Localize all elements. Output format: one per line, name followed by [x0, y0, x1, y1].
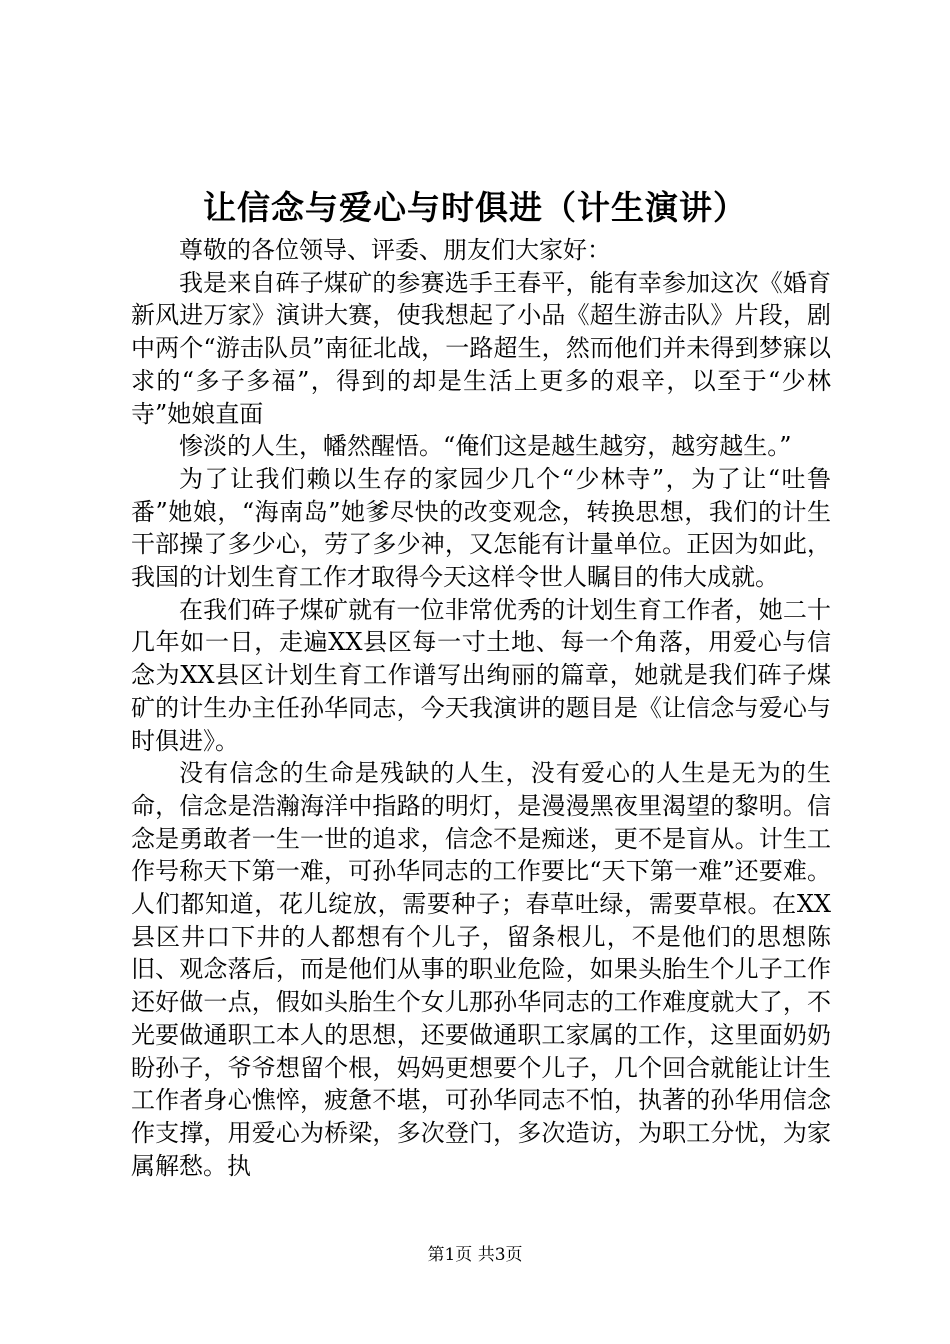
paragraph-greeting: 尊敬的各位领导、评委、朋友们大家好：	[179, 236, 611, 264]
paragraph: 惨淡的人生，幡然醒悟。“俺们这是越生越穷，越穷越生。”	[179, 432, 792, 461]
paragraph: 我是来自砗子煤矿的参赛选手王春平，能有幸参加这次《婚育新风进万家》演讲大赛，使我想起了小品《超生游击队》片段，剧中两个“游击队员”南征北战，一路超生，然而他们并未得到梦寐以求的“多子多福”，得到的却是生活上更多的艰辛，以至于“少林寺”她娘直面	[131, 268, 831, 428]
document-title: 让信念与爱心与时俱进（计生演讲）	[203, 188, 747, 227]
paragraph: 在我们砗子煤矿就有一位非常优秀的计划生育工作者，她二十几年如一日，走遍XX县区每一寸土地、每一个角落，用爱心与信念为XX县区计划生育工作谱写出绚丽的篇章，她就是我们砗子煤矿的计生办主任孙华同志，今天我演讲的题目是《让信念与爱心与时俱进》。	[131, 595, 831, 755]
paragraph: 为了让我们赖以生存的家园少几个“少林寺”，为了让“吐鲁番”她娘，“海南岛”她爹尽快的改变观念，转换思想，我们的计生干部操了多少心，劳了多少神，又怎能有计量单位。正因为如此，我国的计划生育工作才取得今天这样令世人瞩目的伟大成就。	[131, 464, 831, 592]
page-footer: 第1页 共3页	[427, 1245, 523, 1265]
paragraph: 没有信念的生命是残缺的人生，没有爱心的人生是无为的生命，信念是浩瀚海洋中指路的明灯，是漫漫黑夜里渴望的黎明。信念是勇敢者一生一世的追求，信念不是痴迷，更不是盲从。计生工作号称天下第一难，可孙华同志的工作要比“天下第一难”还要难。人们都知道，花儿绽放，需要种子；春草吐绿，需要草根。在XX县区井口下井的人都想有个儿子，留条根儿，不是他们的思想陈旧、观念落后，而是他们从事的职业危险，如果头胎生个儿子工作还好做一点，假如头胎生个女儿那孙华同志的工作难度就大了，不光要做通职工本人的思想，还要做通职工家属的工作，这里面奶奶盼孙子，爷爷想留个根，妈妈更想要个儿子，几个回合就能让计生工作者身心憔悴，疲惫不堪，可孙华同志不怕，执著的孙华用信念作支撑，用爱心为桥梁，多次登门，多次造访，为职工分忧，为家属解愁。执	[131, 759, 831, 1180]
document-body	[131, 234, 831, 1182]
